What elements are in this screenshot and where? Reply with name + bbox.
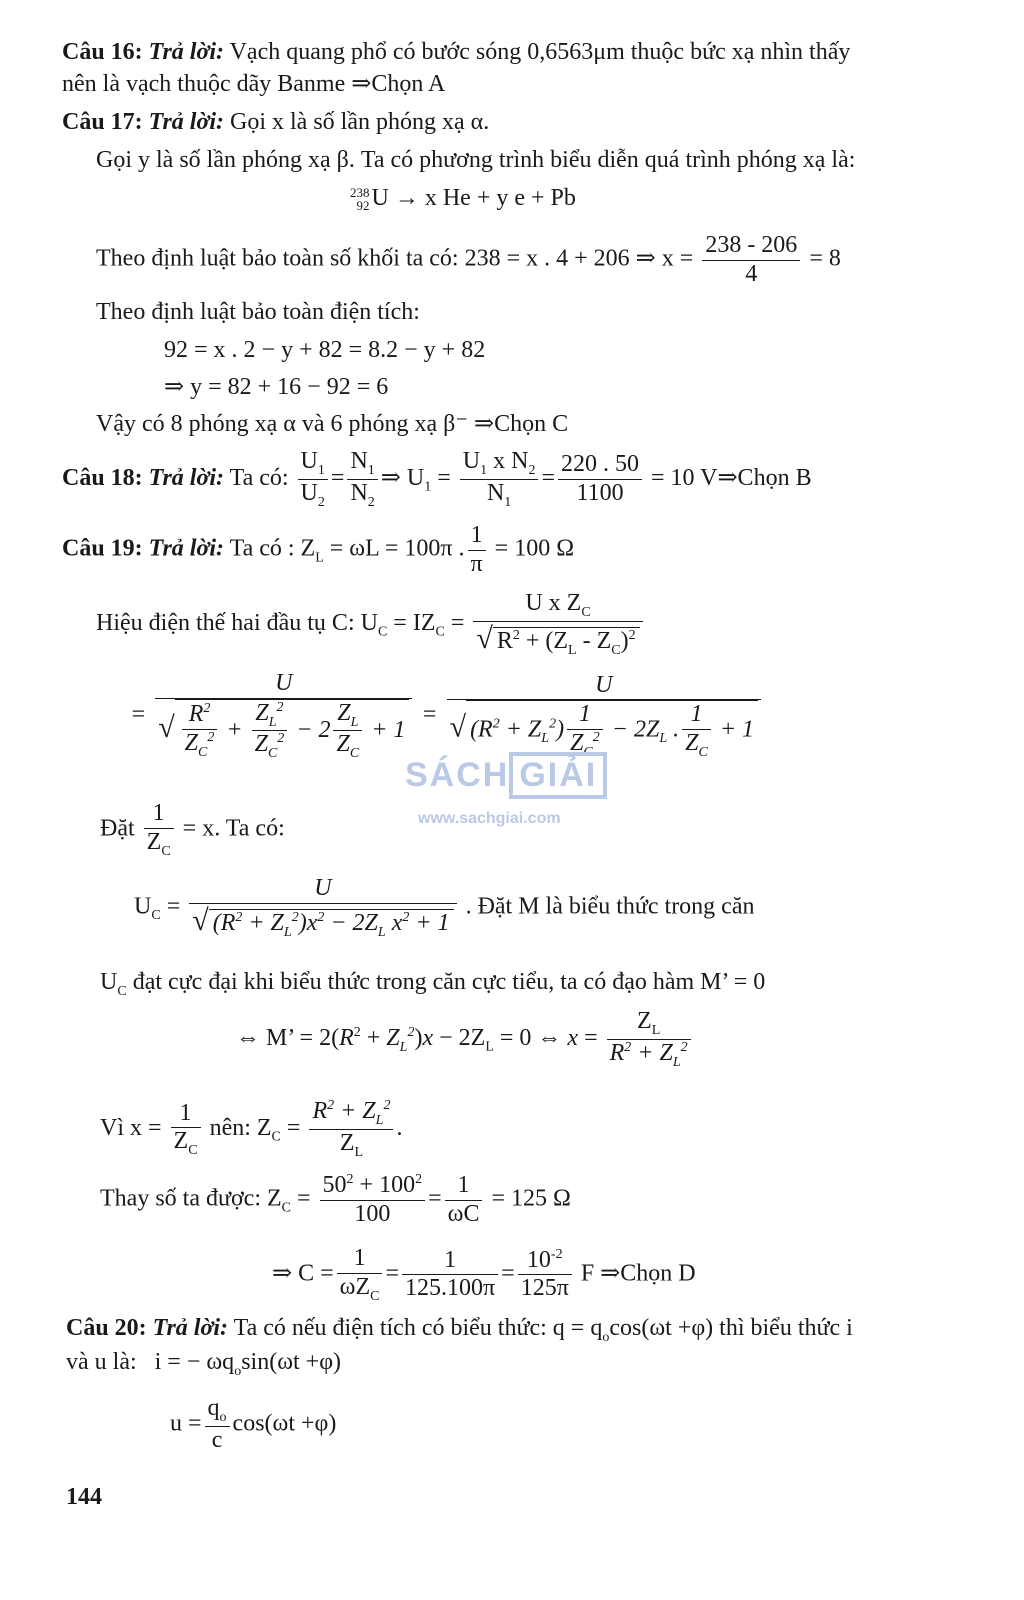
watermark-brand-b: GIẢI: [509, 752, 607, 799]
q17-answer: Trả lời:: [148, 109, 224, 135]
q19-derivative: ⇔ M’ = $2(R^2 + Z_L^2)x - 2Z_L = 0$ ⇔ x = $\frac{Z_L}{R^2 + Z_L^2}$: [236, 1008, 694, 1071]
q18-result: = 10 V⇒Chọn B: [651, 464, 812, 491]
watermark-brand-a: SÁCH: [405, 756, 510, 794]
q17-charge-2: ⇒ y = 82 + 16 − 92 = 6: [164, 374, 389, 400]
q20-u-expr: u = $\frac{q_o}{c}$ cos(ωt +φ): [170, 1395, 337, 1453]
q17-mass-fraction: $\frac{238 - 206}{4}$: [702, 232, 800, 288]
q19-uc-text: Hiệu điện thế hai đầu tụ C: U: [96, 609, 378, 636]
q20-i-tail: sin(ωt +φ): [241, 1349, 342, 1375]
q17-charge-1: 92 = x . 2 − y + 82 = 8.2 − y + 82: [164, 337, 486, 363]
q17-line2: Gọi y là số lần phóng xạ β. Ta có phương trình biểu diễn quá trình phóng xạ là:: [96, 147, 856, 173]
q19-max-text: U: [100, 969, 118, 995]
q20-line1: Câu 20: Trả lời: Ta có nếu điện tích có biểu thức: $q = q_o\cos(\omega t +\varphi)$ thì biểu thức i: [66, 1315, 853, 1345]
q18-label: Câu 18:: [62, 464, 143, 491]
q19-max-line: $U_C$ đạt cực đại khi biểu thức trong căn cực tiểu, ta có đạo hàm M’ = 0: [100, 969, 766, 999]
watermark-logo: [405, 752, 607, 799]
page-number: 144: [66, 1484, 102, 1510]
q20-line2: và u là: i = − $\omega q_o\sin(\omega t +\varphi)$: [66, 1349, 342, 1379]
q17-text1: Gọi x là số lần phóng xạ α.: [230, 109, 490, 135]
q19-uc-x: $U_C$ = $\frac{U}{√ (R^2 + Z_L^2)x^2 - 2Z_L x^2 + 1}$ . Đặt M là biểu thức trong căn: [134, 875, 755, 940]
q18-answer: Trả lời:: [148, 464, 224, 491]
q17-reaction-text: U → x He + y e + Pb: [371, 185, 576, 211]
q20-text1: Ta có nếu điện tích có biểu thức: q = q: [233, 1315, 603, 1341]
q19-label: Câu 19:: [62, 535, 143, 562]
q19-uc-line: Hiệu điện thế hai đầu tụ C: $U_C = IZ_C$ = $\frac{U x Z_C}{√ R^2 + (Z_L - Z_C)^2}$: [96, 590, 646, 659]
q16-answer: Trả lời:: [148, 39, 224, 65]
q16-text1: Vạch quang phổ có bước sóng 0,6563μm thuộc bức xạ nhìn thấy: [229, 39, 851, 65]
q19-zl-text: Ta có : Z: [229, 535, 316, 562]
q19-set-line: Đặt $\frac{1}{Z_C}$ = x. Ta có:: [100, 800, 285, 859]
q17-line1: [62, 110, 489, 134]
q19-m-text: . Đặt M là biểu thức trong căn: [465, 893, 755, 920]
q19-final-result: F ⇒Chọn D: [580, 1260, 696, 1287]
q19-subst-text: Thay số ta được: Z: [100, 1185, 282, 1212]
q20-u-tail: cos(ωt +φ): [232, 1410, 337, 1437]
q16-line2: nên là vạch thuộc dãy Banme ⇒Chọn A: [62, 71, 446, 97]
q17-reaction: 238 92 U → x He + y e + Pb: [350, 185, 576, 214]
q18-text: Ta có:: [229, 464, 289, 491]
q19-subst-line: Thay số ta được: $Z_C$ = $\frac{50^2 + 100^2}{100}$ = $\frac{1}{\omega C}$ = 125 Ω: [100, 1172, 571, 1227]
q19-since-text: Vì x =: [100, 1114, 162, 1141]
q19-answer: Trả lời:: [148, 535, 224, 562]
q19-max-tail: đạt cực đại khi biểu thức trong căn cực tiểu, ta có đạo hàm M’ = 0: [132, 969, 766, 995]
q20-text2: và u là:: [66, 1349, 137, 1375]
q19-set-tail: = x. Ta có:: [182, 815, 285, 842]
q20-i-expr: i = − ωq: [154, 1349, 235, 1375]
q19-since-tail: nên: Z: [209, 1114, 272, 1141]
q17-label: Câu 17:: [62, 109, 143, 135]
q19-line1: Câu 19: Trả lời: Ta có : $Z_L = \omega L = 100\pi$ . $\frac{1}{\pi}$ = 100 Ω: [62, 522, 575, 577]
q17-conclusion: Vậy có 8 phóng xạ α và 6 phóng xạ β⁻ ⇒Chọn C: [96, 411, 569, 437]
watermark-url: www.sachgiai.com: [418, 810, 561, 827]
q19-expansion: = U √ $\frac{R^2}{Z_C^2}$ + $\frac{Z_L^2}{Z_C^2}$ − 2 $\frac{Z_L}{Z_C}$ + 1 = U √ $(R^2 + Z_L^2)$ $\frac{1}{Z_C^2}$ − $2Z_L$ . $\frac{1}{Z_C}$ + 1: [130, 670, 764, 762]
q19-since-line: Vì x = $\frac{1}{Z_C}$ nên: $Z_C$ = $\frac{R^2 + Z_L^2}{Z_L}$ .: [100, 1098, 403, 1160]
q19-set-text: Đặt: [100, 815, 135, 842]
q20-text1b: cos(ωt +φ) thì biểu thức i: [609, 1315, 853, 1341]
q17-mass-result: = 8: [809, 245, 841, 272]
q20-label: Câu 20:: [66, 1315, 147, 1341]
q16-label: Câu 16:: [62, 39, 143, 65]
q16-line1: [62, 40, 850, 64]
q17-charge-title: Theo định luật bảo toàn điện tích:: [96, 299, 420, 325]
q18-line: Câu 18: Trả lời: Ta có: $\frac{U_1}{U_2}$ = $\frac{N_1}{N_2}$ ⇒ $U_1$ = $\frac{U_1 x N_2}{N_1}$ = $\frac{220 . 50}{1100}$ = 10 V⇒Chọn B: [62, 448, 812, 510]
q17-mass-text: Theo định luật bảo toàn số khối ta có: 238 = x . 4 + 206 ⇒ x =: [96, 245, 694, 272]
q20-answer: Trả lời:: [152, 1315, 228, 1341]
q19-final-line: ⇒ C = $\frac{1}{\omega Z_C}$ = $\frac{1}{125.100\pi}$ = $\frac{10^{-2}}{125\pi}$ F ⇒Chọn D: [272, 1245, 696, 1304]
q17-mass: [96, 232, 841, 288]
q19-zl-result: = 100 Ω: [494, 535, 575, 562]
q19-subst-result: = 125 Ω: [491, 1185, 571, 1212]
